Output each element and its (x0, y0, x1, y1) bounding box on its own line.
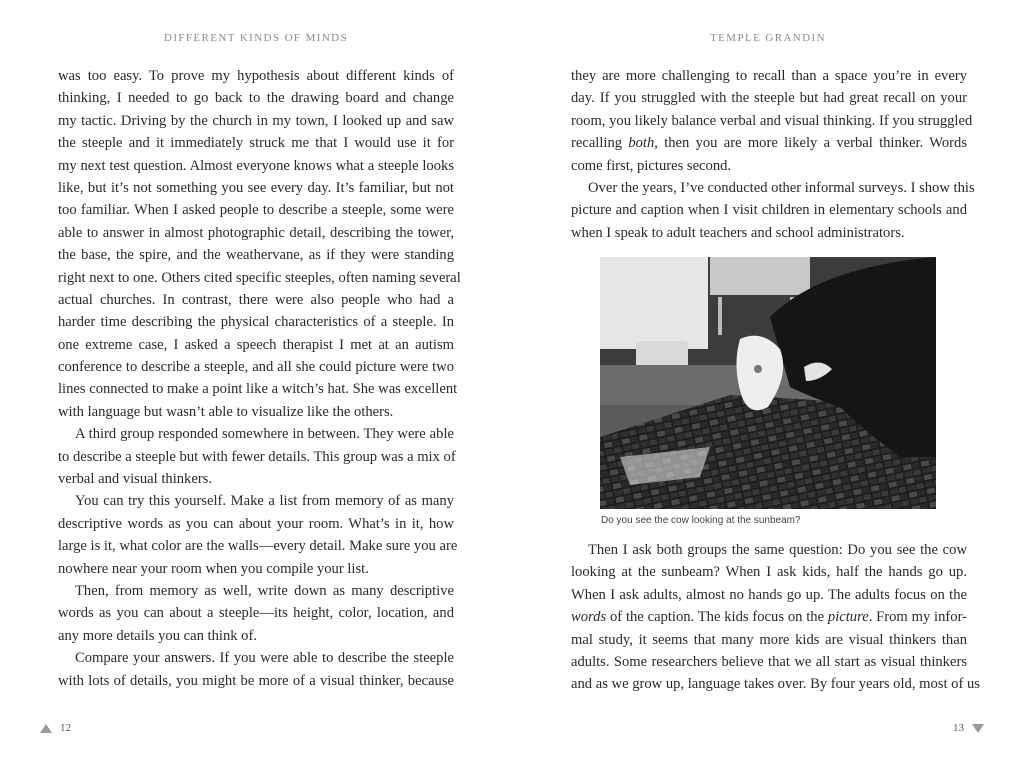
text-line: they are more challenging to recall than a space you’re in every (571, 68, 967, 84)
text-line (571, 132, 967, 154)
text-fragment: , then you are more likely a verbal thinker. Words (654, 135, 967, 152)
text-line: the steeple and it immediately struck me that I would use it for (58, 135, 454, 152)
page-number-left: 12 (60, 722, 71, 734)
text-line: and as we grow up, language takes over. By four years old, most of us (571, 676, 980, 693)
cow-photo-illustration (600, 257, 936, 509)
text-line: nowhere near your room when you compile your list. (58, 560, 369, 577)
text-line: picture and caption when I visit children in elementary schools and (571, 202, 967, 219)
text-line: room, you likely balance verbal and visual thinking. If you struggled (571, 112, 973, 129)
text-line: day. If you struggled with the steeple but had great recall on your (571, 90, 967, 107)
text-line: Then, from memory as well, write down as many descriptive (75, 582, 454, 599)
text-line: my tactic. Driving by the church in my town, I looked up and saw (58, 112, 454, 129)
page-number-right: 13 (953, 722, 964, 734)
text-line: able to answer in almost photographic detail, describing the tower, (58, 224, 454, 241)
text-line: adults. Some researchers believe that we all start as visual thinkers (571, 653, 967, 670)
text-line: with language but wasn’t able to visualize like the others. (58, 403, 394, 420)
emphasized-text: both (628, 135, 655, 152)
text-line: my next test question. Almost everyone knows what a steeple looks (58, 157, 454, 174)
text-line: conference to describe a steeple, and all she could picture were two (58, 359, 454, 376)
emphasized-text: words (571, 609, 607, 626)
text-fragment: of the caption. The kids focus on the (606, 609, 828, 626)
text-line: like, but it’s not something you see every day. It’s familiar, but not (58, 179, 454, 196)
text-line (571, 606, 967, 628)
text-line: You can try this yourself. Make a list from memory of as many (75, 493, 454, 510)
text-line: large is it, what color are the walls—every detail. Make sure you are (58, 538, 458, 555)
text-line: any more details you can think of. (58, 627, 257, 644)
text-line: actual churches. In contrast, there were also people who had a (58, 291, 454, 308)
text-line: right next to one. Others cited specific steeples, often naming several (58, 269, 461, 286)
right-page-upper-text (571, 65, 975, 244)
text-line: When I ask adults, almost no hands go up. The adults focus on the (571, 586, 967, 603)
triangle-down-icon[interactable] (972, 724, 984, 733)
running-head-left: DIFFERENT KINDS OF MINDS (163, 32, 349, 44)
left-page-text (58, 65, 461, 692)
footer-right (953, 722, 984, 734)
text-line: lines connected to make a point like a witch’s hat. She was excellent (58, 381, 458, 398)
text-line: was too easy. To prove my hypothesis about different kinds of (58, 68, 454, 84)
text-line: one extreme case, I asked a speech therapist I met at an autism (58, 336, 454, 353)
text-line: A third group responded somewhere in between. They were able (75, 426, 454, 443)
text-line: descriptive words as you can about your room. What’s in it, how (58, 515, 454, 532)
cow-photo (600, 257, 936, 509)
emphasized-text: picture (827, 609, 869, 626)
text-line: verbal and visual thinkers. (58, 471, 213, 488)
text-line: the base, the spire, and the weathervane, as if they were standing (58, 247, 454, 264)
text-line: Then I ask both groups the same question: Do you see the cow (588, 542, 967, 558)
text-line: Over the years, I’ve conducted other informal surveys. I show this (588, 179, 975, 196)
text-line: too familiar. When I asked people to describe a steeple, some were (58, 202, 454, 219)
right-page-lower-text (571, 539, 980, 696)
text-line: come first, pictures second. (571, 157, 732, 174)
text-line: to describe a steeple but with fewer details. This group was a mix of (58, 448, 456, 465)
text-line: when I speak to adult teachers and school administrators. (571, 224, 905, 241)
text-line: thinking, I needed to go back to the drawing board and change (58, 90, 454, 107)
text-fragment: . From my infor- (868, 609, 967, 626)
text-fragment: recalling (571, 135, 629, 152)
figure-caption: Do you see the cow looking at the sunbeam? (601, 515, 801, 526)
text-line: harder time describing the physical characteristics of a steeple. In (58, 314, 454, 331)
text-line: looking at the sunbeam? When I ask kids, half the hands go up. (571, 564, 967, 581)
text-line: words as you can about a steeple—its height, color, location, and (58, 605, 454, 622)
footer-left (40, 722, 71, 734)
running-head-right: TEMPLE GRANDIN (710, 32, 826, 44)
triangle-up-icon[interactable] (40, 724, 52, 733)
text-line: mal study, it seems that many more kids are visual thinkers than (571, 631, 967, 648)
text-line: with lots of details, you might be more of a visual thinker, because (58, 672, 454, 689)
text-line: Compare your answers. If you were able to describe the steeple (75, 650, 454, 667)
